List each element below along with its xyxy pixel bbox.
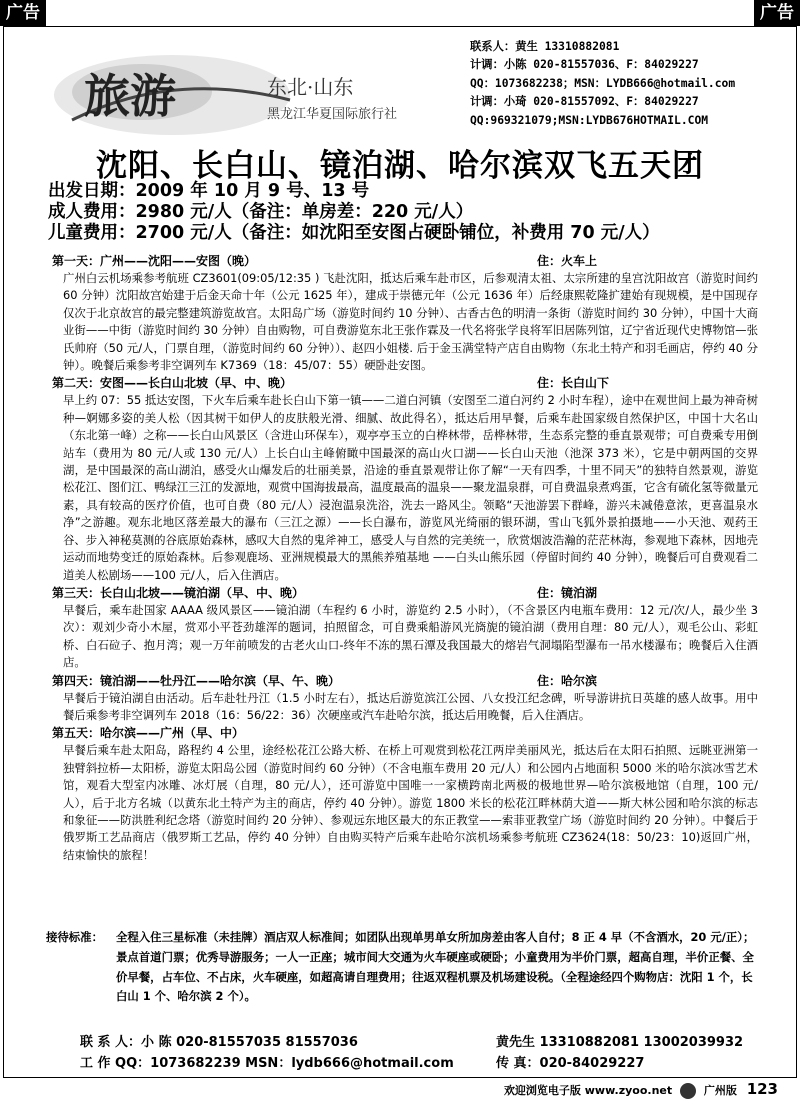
- edition-logo-icon: [680, 1083, 696, 1099]
- day-heading: 第三天：长白山北坡——镜泊湖（早、中、晚）: [52, 585, 305, 600]
- day-4: [52, 672, 758, 725]
- day-stay: 住：哈尔滨: [537, 673, 598, 688]
- footer-work-qq: 工 作 QQ：1073682239 MSN：lydb666@hotmail.com: [80, 1056, 454, 1071]
- day-description: 早餐后乘车赴太阳岛，路程约 4 公里，途经松花江公路大桥、在桥上可观赏到松花江两岸美丽风光，抵达后在太阳石拍照、远眺亚洲第一独臂斜拉桥—太阳桥，游览太阳岛公园（游览时间约 60 分钟）（不含电瓶车费用 20 元/人）和公园内占地面积 5000 米的哈尔滨冰雪艺术馆，观看大型室内冰雕、冰灯展（自理，80 元/人），还可游览中国唯一一家横跨南北两极的极地世界—哈尔滨极地馆（自理，100 元/人），后于北方名城（以黄东北土特产为主的商店，停约 40 分钟）。游览 1800 米长的松花江畔林荫大道——斯大林公园和哈尔滨的标志和象征——防洪胜利纪念塔（游览时间约 20 分钟）、参观远东地区最大的东正教堂——索菲亚教堂广场（游览时间约 20 分钟）。中餐后于俄罗斯工艺品商店（俄罗斯工艺品，停约 40 分钟）自由购买特产后乘车赴哈尔滨机场乘参考航班 CZ3624(18：50/23：10)返回广州，结束愉快的旅程！: [63, 743, 758, 862]
- day-1: [52, 252, 758, 374]
- service-text: 全程入住三星标准（未挂牌）酒店双人标准间；如团队出现单男单女所加房差由客人自付；8 正 4 早（不含酒水，20 元/正）；景点首道门票；优秀导游服务；一人一正座；城市间大交通为火车硬座或硬卧；小童费用为半价门票，超高自理，半价正餐、全价早餐，占车位、不占床，火车硬座，如超高请自理费用；往返双程机票及机场建设税。（全程途经四个购物店：沈阳 1 个，长白山 1 个、哈尔滨 2 个）。: [116, 930, 755, 1004]
- day-stay: 住：长白山下: [537, 376, 610, 391]
- day-3: [52, 584, 758, 672]
- day-heading: 第一天：广州——沈阳——安图（晚）: [52, 254, 257, 268]
- contact-line: 计调：小陈 020-81557036、F：84029227: [470, 58, 699, 72]
- contact-block: [470, 38, 790, 130]
- footer-contacts: [80, 1032, 770, 1074]
- day-description: 早上约 07：55 抵达安图，下火车后乘车赴长白山下第一镇——二道白河镇（安图至二道白河约 2 小时车程），途中在观世间上最为神奇树种—婀娜多姿的美人松（因其树干如伊人的皮肤般光滑、细腻、故此得名），抵达后用早餐，后乘车赴国家级自然保护区，中国十大名山（东北第一峰）之称——长白山风景区（含进山环保车），观亭亭玉立的白桦林带，岳桦林带，生态系完整的垂直景观带；可自费乘专用倒站车（费用为 80 元/人或 130 元/人）上长白山主峰俯瞰中国最深的高山火口湖——长白山天池（池深 373 米），它是中朝两国的交界湖，是中国最深的高山湖泊，感受火山爆发后的壮丽美景，沿途的垂直景观带让你了解“一天有四季，十里不同天”的独特自然景观，游览松花江、图们江、鸭绿江三江的发源地，观赏中国海拔最高，温度最高的温泉——聚龙温泉群，可自费温泉煮鸡蛋，它含有硫化氢等微量元素，具有较高的医疗价值，也可自费（80 元/人）浸泡温泉洗浴，洗去一路风尘。领略“天池游罢下群峰，游兴未减倦意浓，更喜温泉水净”之游趣。观东北地区落差最大的瀑布（三江之源）——长白瀑布，游览风光绮丽的银环湖，雪山飞狐外景拍摄地——小天池、观药王谷、步入神秘莫测的谷底原始森林，感叹大自然的鬼斧神工，感受人与自然的完美统一，欣赏烟波浩瀚的茫茫林海，参观地下森林，因地壳运动而地势变迁的原始森林。后参观鹿场、亚洲规模最大的黑熊养殖基地 ——白头山熊乐园（停留时间约 40 分钟），晚餐后可自费观看二道美人松剧场——100 元/人，后入住酒店。: [63, 393, 758, 582]
- child-price: 儿童费用：2700 元/人（备注：如沈阳至安图占硬卧铺位，补费用 70 元/人）: [48, 223, 660, 243]
- ad-badge-right: 广告: [754, 0, 800, 26]
- itinerary: [52, 252, 758, 864]
- day-stay: 住：火车上: [537, 254, 598, 268]
- contact-line: QQ：1073682238；MSN：LYDB666@hotmail.com: [470, 76, 736, 90]
- contact-line: 联系人：黄生 13310882081: [470, 40, 620, 53]
- page-number: 123: [746, 1080, 778, 1098]
- edition-label: 广州版: [703, 1084, 737, 1097]
- day-2: [52, 374, 758, 583]
- day-heading: 第二天：安图——长白山北坡（早、中、晚）: [52, 376, 293, 391]
- ad-badge-left: 广告: [0, 0, 46, 26]
- logo-sub-text: 东北·山东: [267, 75, 354, 99]
- footer-contact-person: 联 系 人：小 陈 020-81557035 81557036: [80, 1035, 358, 1050]
- contact-line: 计调：小琦 020-81557092、F：84029227: [470, 95, 699, 109]
- page-title: 沈阳、长白山、镜泊湖、哈尔滨双飞五天团: [96, 148, 704, 184]
- day-heading: 第四天：镜泊湖——牡丹江——哈尔滨（早、午、晚）: [52, 673, 341, 688]
- day-description: 广州白云机场乘参考航班 CZ3601(09:05/12:35 ) 飞赴沈阳，抵达后乘车赴市区，后参观清太祖、太宗所建的皇宫沈阳故宫（游览时间约 60 分钟）沈阳故宫始建于后金天命十年（公元 1625 年），建成于崇德元年（公元 1636 年）后经康熙乾隆扩建始有现规模，是中国现存仅次于北京故宫的最完整建筑游览故宫。太阳岛广场（游览时间约 10 分钟）、古香古色的明清一条街（游览时间约 30 分钟），中国十大商业街——中街（游览时间约 30 分钟）自由购物，可自费游览东北王张作霖及一代名将张学良将军旧居陈列馆，辽宁省近现代史博物馆—张氏帅府（50 元/人，门票自理，（游览时间约 60 分钟））、赵四小姐楼. 后于金玉满堂特产店自由购物（东北土特产和羽毛画店，停约 40 分钟）。晚餐后乘参考非空调列车 K7369（18：45/07：55）硬卧赴安图。: [63, 271, 758, 373]
- day-description: 早餐后，乘车赴国家 AAAA 级风景区——镜泊湖（车程约 6 小时，游览约 2.5 小时），（不含景区内电瓶车费用：12 元/次/人，最少坐 3 次）：观刘少奇小木屋，赏邓小平苍劲雄浑的题词，拍照留念，可自费乘船游风光旖旎的镜泊湖（费用自理：80 元/人），观毛公山、彩虹桥、白石砬子、抱月湾；观一万年前喷发的古老火山口-终年不冻的黑石潭及我国最大的熔岩气洞塌陷型瀑布一吊水楼瀑布；晚餐后入住酒店。: [63, 602, 758, 670]
- contact-line: QQ:969321079;MSN:LYDB676HOTMAIL.COM: [470, 113, 709, 127]
- trip-meta: [48, 181, 660, 244]
- day-description: 早餐后于镜泊湖自由活动。后车赴牡丹江（1.5 小时左右），抵达后游览滨江公园、八女投江纪念碑，听导游讲抗日英雄的感人故事。用中餐后乘参考非空调列车 2018（16：56/22：36）次硬座或汽车赴哈尔滨，抵达后用晚餐，后入住酒店。: [63, 690, 758, 722]
- day-heading: 第五天：哈尔滨——广州（早、中）: [52, 726, 245, 741]
- adult-price: 成人费用：2980 元/人（备注：单房差：220 元/人）: [48, 202, 474, 222]
- day-stay: 住：镜泊湖: [537, 585, 598, 600]
- departure-date: 出发日期：2009 年 10 月 9 号、13 号: [48, 181, 370, 201]
- website-text: 欢迎浏览电子版 www.zyoo.net: [503, 1084, 673, 1097]
- service-standard: [46, 928, 756, 1007]
- page-footer: [504, 1080, 778, 1099]
- day-5: [52, 724, 758, 864]
- footer-fax: 传 真：020-84029227: [496, 1056, 645, 1071]
- logo-main-text: 旅游: [84, 69, 176, 123]
- footer-contact-mr-huang: 黄先生 13310882081 13002039932: [496, 1035, 744, 1050]
- service-label: 接待标准：: [46, 930, 103, 944]
- travel-agency-logo: [52, 50, 452, 140]
- logo-company-text: 黑龙江华夏国际旅行社: [267, 107, 398, 122]
